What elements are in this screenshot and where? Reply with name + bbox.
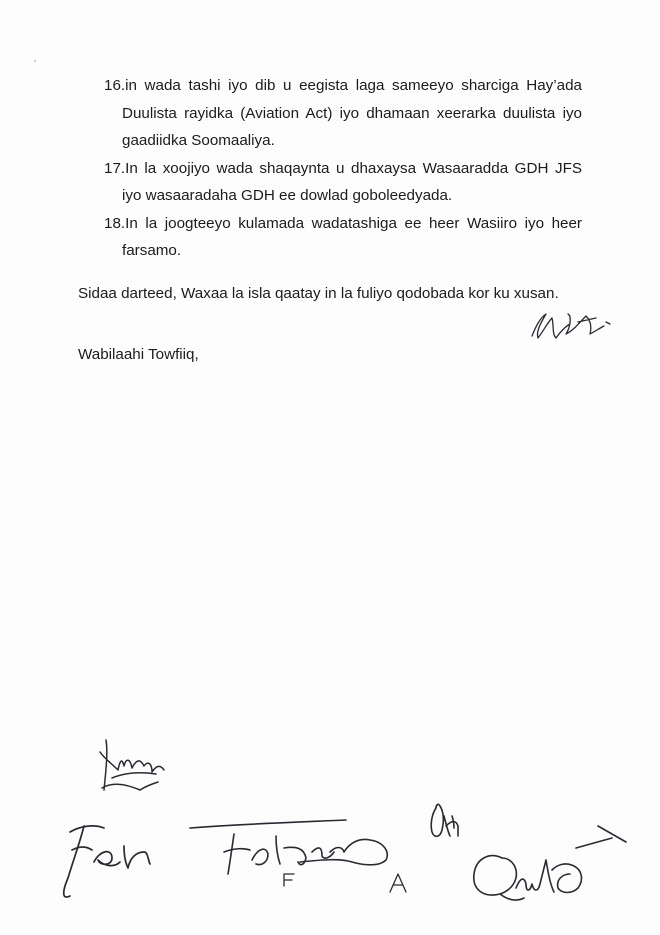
item-number: 18. [104, 214, 126, 232]
closing-statement: Sidaa darteed, Waxaa la isla qaatay in la fuliyo qodobada kor ku xusan. [78, 285, 559, 302]
item-number: 17. [104, 159, 126, 177]
closing-greeting: Wabilaahi Towfiiq, [78, 346, 199, 363]
item-number: 16. [104, 77, 126, 94]
item-text: In la joogteeyo kulamada wadatashiga ee heer Wasiiro iyo heer farsamo. [122, 214, 582, 259]
item-text: In la xoojiyo wada shaqaynta u dhaxaysa Wasaaradda GDH JFS iyo wasaaradaha GDH ee dowlad goboleedyada. [122, 159, 582, 204]
item-text: in wada tashi iyo dib u eegista laga sameeyo sharciga Hay’ada Duulista rayidka (Aviation Act) iyo dhamaan xeerarka duulista iyo gaadiidka Soomaaliya. [122, 77, 582, 149]
